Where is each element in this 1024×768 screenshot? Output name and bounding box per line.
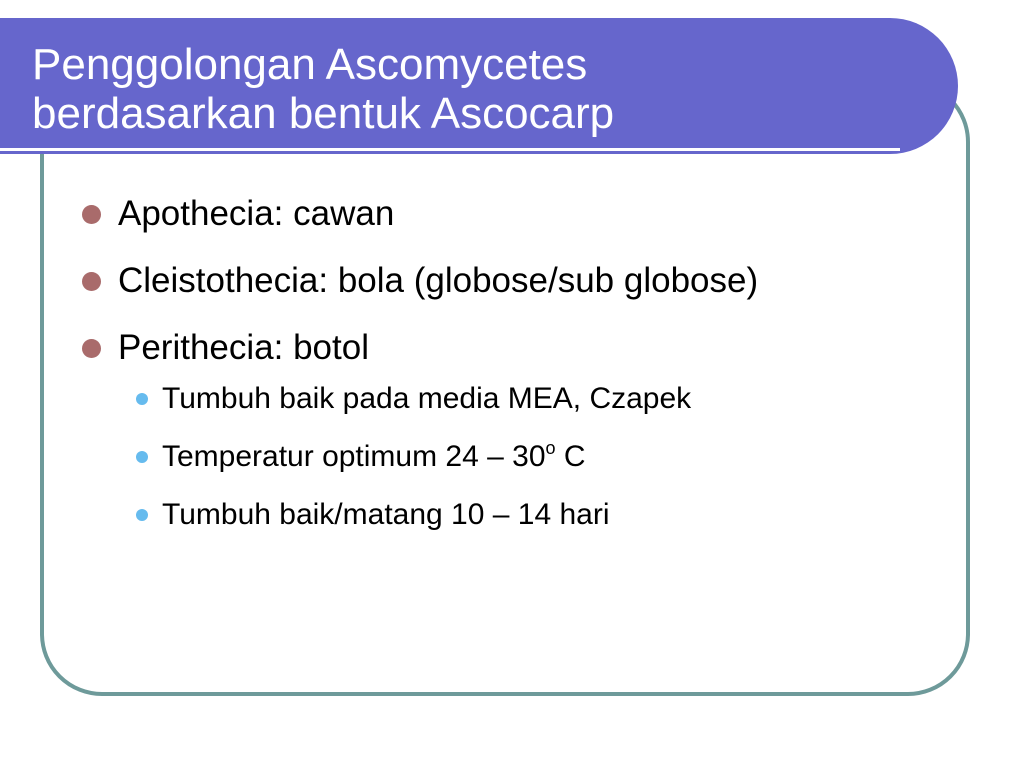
sub-bullet-dot-icon: [136, 451, 148, 463]
sub-bullet-text: Tumbuh baik/matang 10 – 14 hari: [162, 498, 610, 531]
sub-bullet-dot-icon: [136, 509, 148, 521]
sub-bullet-item: [134, 437, 960, 495]
sub-bullet-dot-icon: [136, 393, 148, 405]
sub-bullet-item: [134, 495, 960, 553]
bullet-dot-icon: [82, 205, 101, 224]
sub-bullet-item: [134, 379, 960, 437]
bullet-text: Cleistothecia: bola (globose/sub globose): [118, 261, 759, 300]
slide-title: [32, 40, 932, 138]
sub-bullet-text-unit: C: [555, 440, 586, 473]
bullet-item: [80, 324, 960, 379]
title-line-2: berdasarkan bentuk Ascocarp: [32, 89, 615, 138]
degree-superscript: o: [545, 438, 556, 458]
sub-bullet-text: [162, 440, 586, 473]
title-underline: [0, 148, 900, 151]
bullet-dot-icon: [82, 272, 101, 291]
bullet-list: [80, 190, 960, 553]
bullet-text: Apothecia: cawan: [118, 194, 395, 233]
bullet-item: [80, 190, 960, 257]
title-band: [0, 18, 958, 154]
sub-bullet-text-main: Temperatur optimum 24 – 30: [162, 440, 546, 473]
bullet-text: Perithecia: botol: [118, 328, 369, 367]
sub-bullet-text: Tumbuh baik pada media MEA, Czapek: [162, 382, 692, 415]
bullet-dot-icon: [82, 339, 101, 358]
bullet-item: [80, 257, 960, 324]
title-line-1: Penggolongan Ascomycetes: [32, 40, 588, 89]
